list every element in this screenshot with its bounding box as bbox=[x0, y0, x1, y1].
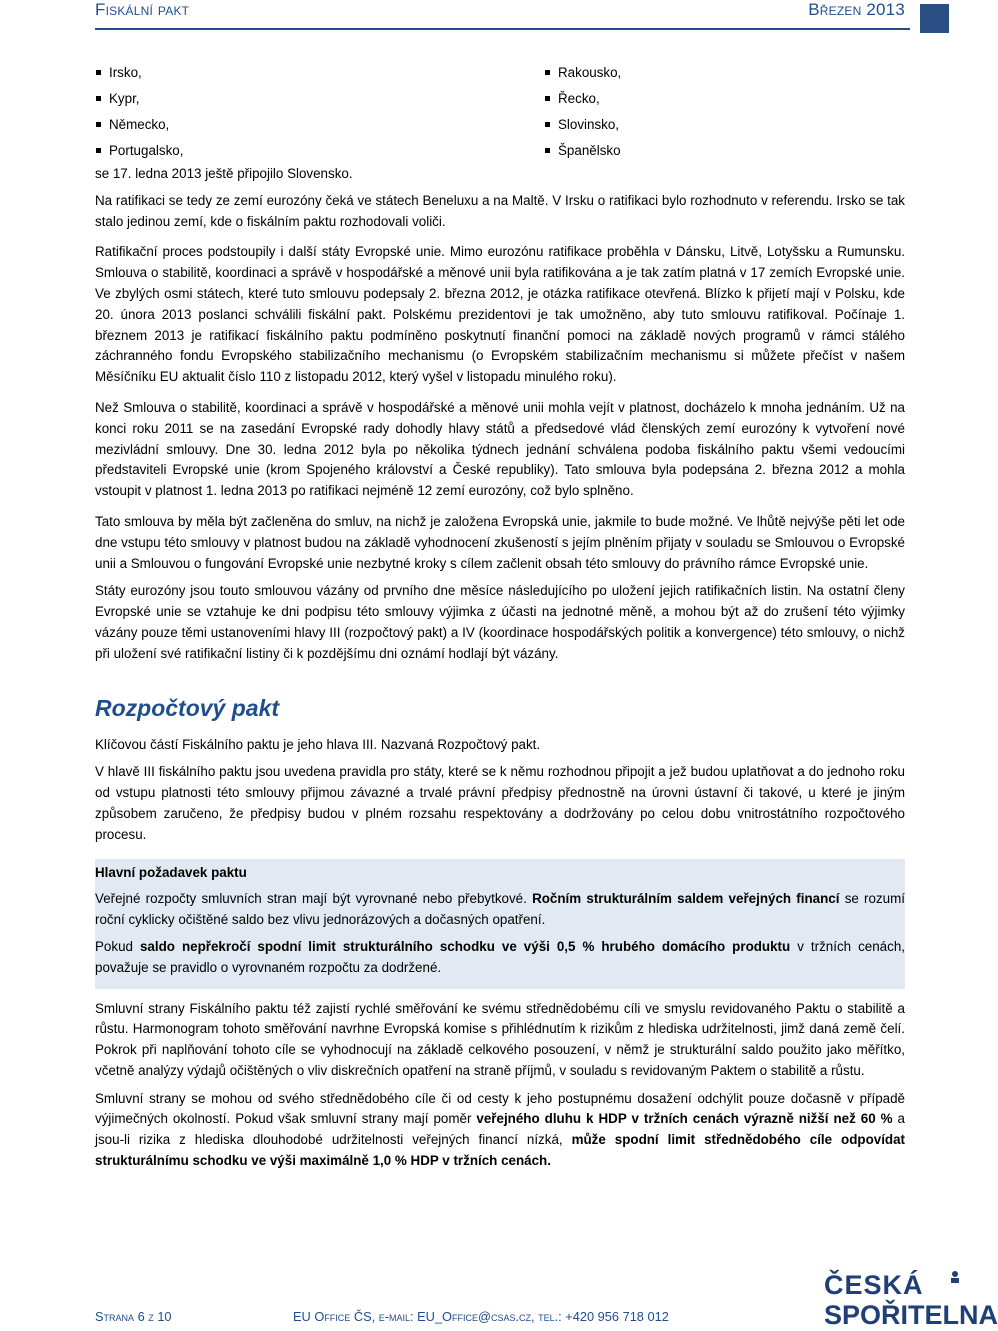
text-bold: může spodní limit střednědobého cíle odpovídat strukturálnímu schodku ve výši maximálně 1,0 % HDP v tržních cenách. bbox=[95, 1132, 906, 1169]
paragraph: Na ratifikaci se tedy ze zemí eurozóny čeká ve státech Beneluxu a na Maltě. V Irsku o ratifikaci bylo rozhodnuto v referendu. Irsko se tak stalo jedinou zemí, kde o fiskálním paktu rozhodovali voliči. bbox=[95, 192, 905, 229]
paragraph: Státy eurozóny jsou touto smlouvou vázány od prvního dne měsíce následujícího po uložení jejich ratifikačních listin. Na ostatní členy Evropské unie se vztahuje ke dni podpisu této smlouvy výjimka z účasti na jednotné měně, a mohou být až do zrušení této výjimky vázány pouze těmi ustanoveními hlavy III (rozpočtový pakt) a IV (koordinace hospodářských politik a konvergence) této smlouvy, o nichž při uložení své ratifikační listiny či k pozdějšímu dni oznámí hodlají být vázány. bbox=[95, 583, 905, 661]
paragraph: Než Smlouva o stabilitě, koordinaci a správě v hospodářské a měnové unii mohla vejít v platnost, docházelo k mnoha jednáním. Už na konci roku 2011 se na zasedání Evropské rady dohodly hlavy států a předsedové vlád členských zemí eurozóny k vytvoření nové mezivládní smlouvy. Dne 30. ledna 2012 byla po několika týdnech jednání schválena podoba fiskálního paktu všemi vedoucími představiteli Evropské unie (krom Spojeného království a České republiky). Tato smlouva byla podepsána 2. března 2012 a mohla vstoupit v platnost 1. ledna 2013 po ratifikaci nejméně 12 zemí eurozóny, což bylo splněno. bbox=[95, 399, 905, 499]
text: Veřejné rozpočty smluvních stran mají být vyrovnané nebo přebytkové. bbox=[95, 891, 533, 907]
paragraph: V hlavě III fiskálního paktu jsou uvedena pravidla pro státy, které se k němu rozhodnou připojit a jež budou uplatňovat a do jednoho roku od vstupu platnosti této smlouvy přijmou závazné a trvalé právní předpisy přednostně na úrovni ústavní či takové, u které je jiným způsobem zaručeno, že předpisy budou v plném rozsahu respektovány a dodržovány po celou dobu vnitrostátního rozpočtového procesu. bbox=[95, 764, 905, 842]
list-item: Rakousko, bbox=[544, 60, 621, 86]
paragraph: Klíčovou částí Fiskálního paktu je jeho hlava III. Nazvaná Rozpočtový pakt. bbox=[95, 736, 541, 752]
text-bold: saldo nepřekročí spodní limit strukturálního schodku ve výši 0,5 % hrubého domácího produktu bbox=[139, 938, 791, 954]
footer-contact: EU Office ČS, e-mail: EU_Office@csas.cz, tel.: +420 956 718 012 bbox=[293, 1309, 669, 1324]
logo-mark-icon bbox=[950, 1270, 960, 1284]
list-item: Slovinsko, bbox=[544, 112, 621, 138]
page-number: Strana 6 z 10 bbox=[95, 1309, 172, 1324]
bank-logo bbox=[824, 1270, 998, 1331]
header-divider bbox=[95, 28, 910, 30]
text-bold: Ročním strukturálním saldem veřejných financí bbox=[532, 891, 840, 907]
list-item: Španělsko bbox=[544, 138, 621, 164]
logo-line-1: ČESKÁ bbox=[824, 1270, 924, 1300]
text: a jsou-li rizika z hlediska dlouhodobé udržitelnosti veřejných financí nízká, bbox=[95, 1111, 906, 1148]
header-title: Fiskální pakt bbox=[95, 0, 190, 19]
country-list-right bbox=[544, 60, 621, 164]
text: se rozumí roční cyklicky očištěné saldo bez vlivu jednorázových a dočasných opatření. bbox=[95, 891, 905, 928]
logo-line-2: SPOŘITELNA bbox=[824, 1300, 998, 1330]
list-item: Kypr, bbox=[95, 86, 544, 112]
list-item: Portugalsko, bbox=[95, 138, 544, 164]
text: Pokud bbox=[95, 938, 140, 954]
list-item: Německo, bbox=[95, 112, 544, 138]
paragraph: se 17. ledna 2013 ještě připojilo Slovensko. bbox=[95, 166, 353, 181]
box-paragraph bbox=[95, 889, 905, 931]
text-bold: veřejného dluhu k HDP v tržních cenách výrazně nižší než 60 % bbox=[476, 1111, 893, 1127]
list-item: Řecko, bbox=[544, 86, 621, 112]
paragraph bbox=[95, 1089, 905, 1172]
highlight-box bbox=[95, 859, 905, 989]
page-header bbox=[95, 0, 905, 28]
box-paragraph bbox=[95, 937, 905, 979]
country-list-left bbox=[95, 60, 544, 164]
document-body bbox=[95, 60, 905, 1179]
list-item: Irsko, bbox=[95, 60, 544, 86]
corner-block bbox=[920, 4, 949, 33]
text: Smluvní strany se mohou od svého střednědobého cíle či od cesty k jeho postupnému dosažení odchýlit pouze dočasně v případě výjimečných okolností. Pokud však smluvní strany mají poměr bbox=[95, 1090, 905, 1127]
header-date: Březen 2013 bbox=[808, 0, 905, 19]
country-list bbox=[95, 60, 905, 164]
paragraph: Smluvní strany Fiskálního paktu též zajistí rychlé směřování ke svému střednědobému cíli ve smyslu revidovaného Paktu o stabilitě a růstu. Harmonogram tohoto směřování navrhne Evropská komise s přihlédnutím k rizikům z hlediska udržitelnosti, jimž daná země čelí. Pokrok při naplňování tohoto cíle se vyhodnocují na základě celkového posouzení, v němž je strukturální saldo použito jako měřítko, včetně analýzy výdajů očištěných o vliv diskrečních opatření na straně příjmů, v souladu s revidovaným Paktem o stabilitě a růstu. bbox=[95, 1000, 905, 1078]
text: v tržních cenách, považuje se pravidlo o vyrovnaném rozpočtu za dodržené. bbox=[95, 938, 905, 975]
paragraph: Ratifikační proces podstoupily i další státy Evropské unie. Mimo eurozónu ratifikace proběhla v Dánsku, Litvě, Lotyšsku a Rumunsku. Smlouva o stabilitě, koordinaci a správě v hospodářské a měnové unii byla ratifikována a je tak zatím platná v 17 zemích Evropské unie. Ve zbylých osmi státech, které tuto smlouvu podepsaly 2. března 2012, je otázka ratifikace otevřená. Blízko k přijetí mají v Polsku, kde 20. února 2013 poslanci schválili fiskální pakt. Polskému prezidentovi je tak umožněno, aby tuto smlouvu ratifikoval. Počínaje 1. březnem 2013 je ratifikací fiskálního paktu podmíněno poskytnutí finanční pomoci na základě nových programů v rámci stálého záchranného fondu Evropského stabilizačního mechanismu (o Evropském stabilizačním mechanismu si můžete přečíst v našem Měsíčníku EU aktualit číslo 110 z listopadu 2012, který vyšel v listopadu minulého roku). bbox=[95, 244, 905, 385]
section-heading: Rozpočtový pakt bbox=[95, 694, 280, 721]
paragraph: Tato smlouva by měla být začleněna do smluv, na nichž je založena Evropská unie, jakmile to bude možné. Ve lhůtě nejvýše pěti let ode dne vstupu této smlouvy v platnost budou na základě vyhodnocení zkušeností s jejím plněním přijaty v souladu se Smlouvou o Evropské unii a Smlouvou o fungování Evropské unie nezbytné kroky s cílem začlenit obsah této smlouvy do právního rámce Evropské unie. bbox=[95, 513, 905, 571]
box-title: Hlavní požadavek paktu bbox=[95, 864, 247, 880]
